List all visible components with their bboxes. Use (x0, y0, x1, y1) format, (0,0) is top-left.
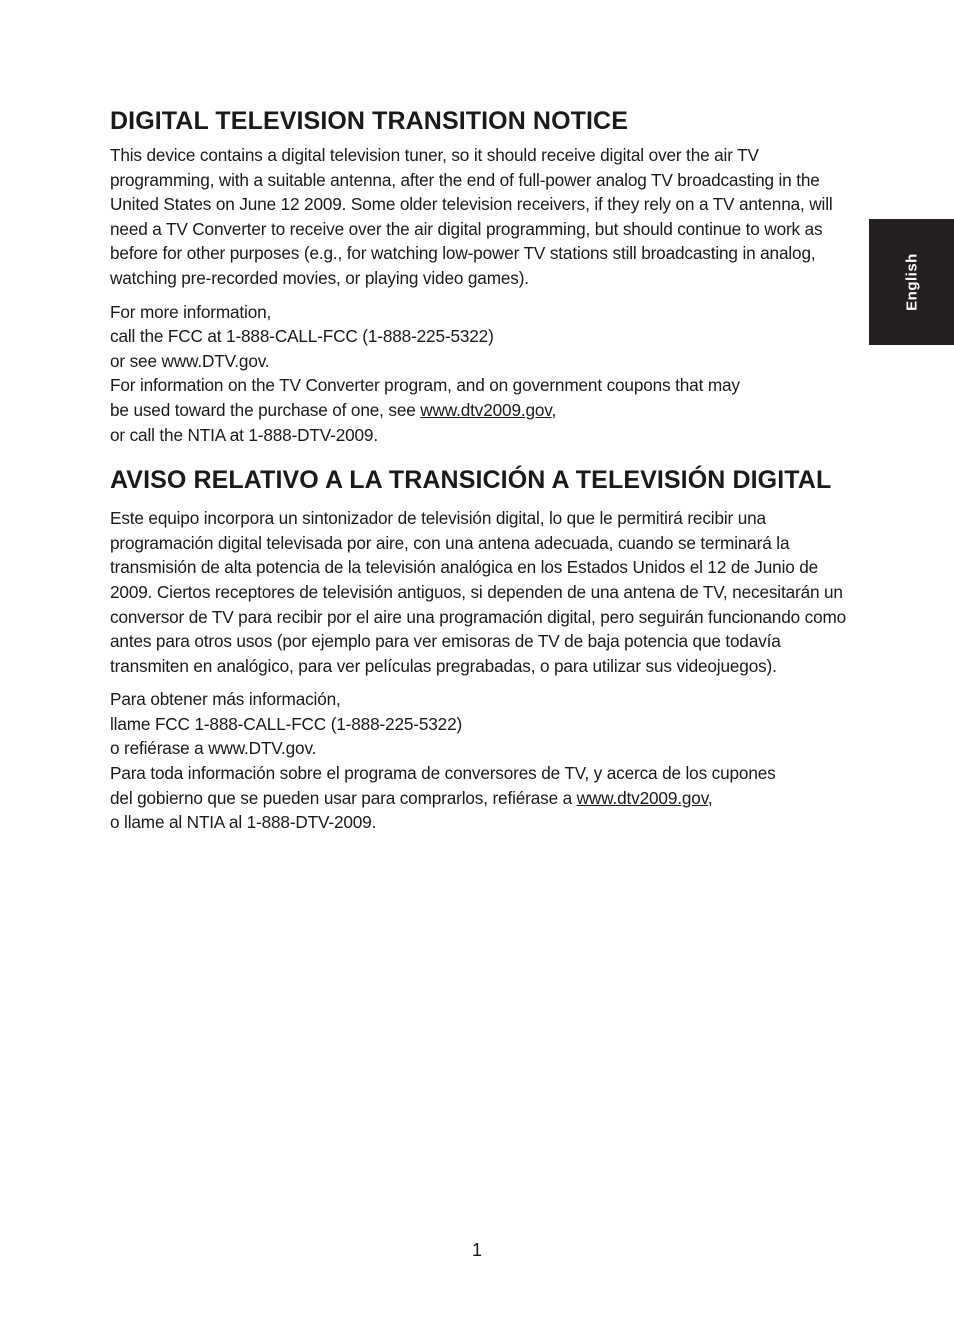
spanish-info-block (110, 687, 850, 835)
english-info-line (110, 398, 850, 423)
english-info-line: call the FCC at 1-888-CALL-FCC (1-888-225-5322) (110, 326, 494, 347)
spanish-info-line (110, 786, 850, 811)
english-heading: DIGITAL TELEVISION TRANSITION NOTICE (110, 107, 628, 135)
document-body (110, 106, 850, 835)
spanish-info-line: llame FCC 1-888-CALL-FCC (1-888-225-5322) (110, 713, 463, 734)
english-info-line: For information on the TV Converter program, and on government coupons that may (110, 375, 740, 396)
spanish-info-line: Para toda información sobre el programa de conversores de TV, y acerca de los cupones (110, 763, 776, 784)
english-section (110, 106, 850, 447)
page-number: 1 (471, 1240, 482, 1260)
english-info-block (110, 300, 850, 448)
english-info-suffix: , (551, 399, 557, 420)
language-tab (869, 219, 954, 345)
spanish-info-line: o llame al NTIA al 1-888-DTV-2009. (110, 812, 377, 833)
english-info-line: or see www.DTV.gov. (110, 350, 270, 371)
spanish-paragraph: Este equipo incorpora un sintonizador de televisión digital, lo que le permitirá recibir una programación digital televisada por aire, con una antena adecuada, cuando se terminará la transmisión de alta potencia de la televisión analógica en los Estados Unidos el 12 de Junio de 2009. Ciertos receptores de televisión antiguos, si dependen de una antena de TV, necesitarán un conversor de TV para recibir por el aire una programación digital, pero seguirán funcionando como antes para otros usos (por ejemplo para ver emisoras de TV de baja potencia que todavía transmiten en analógico, para ver películas pregrabadas, o para utilizar sus videojuegos). (110, 508, 847, 676)
spanish-dtv2009-link[interactable]: www.dtv2009.gov (576, 787, 708, 808)
language-tab-label: English (903, 253, 920, 311)
english-info-line: or call the NTIA at 1-888-DTV-2009. (110, 424, 378, 445)
english-info-prefix: be used toward the purchase of one, see (110, 399, 421, 420)
spanish-info-prefix: del gobierno que se pueden usar para comprarlos, refiérase a (110, 787, 577, 808)
spanish-section (110, 465, 850, 835)
spanish-info-line: o refiérase a www.DTV.gov. (110, 738, 317, 759)
spanish-info-line: Para obtener más información, (110, 689, 341, 710)
spanish-info-suffix: , (707, 787, 713, 808)
english-dtv2009-link[interactable]: www.dtv2009.gov (420, 399, 552, 420)
english-paragraph: This device contains a digital television tuner, so it should receive digital over the air TV programming, with a suitable antenna, after the end of full-power analog TV broadcasting in the United States on June 12 2009. Some older television receivers, if they rely on a TV antenna, will need a TV Converter to receive over the air digital programming, but should continue to work as before for other purposes (e.g., for watching low-power TV stations still broadcasting in analog, watching pre-recorded movies, or playing video games). (110, 145, 833, 288)
spanish-heading: AVISO RELATIVO A LA TRANSICIÓN A TELEVISIÓN DIGITAL (110, 466, 832, 495)
english-info-line: For more information, (110, 301, 272, 322)
